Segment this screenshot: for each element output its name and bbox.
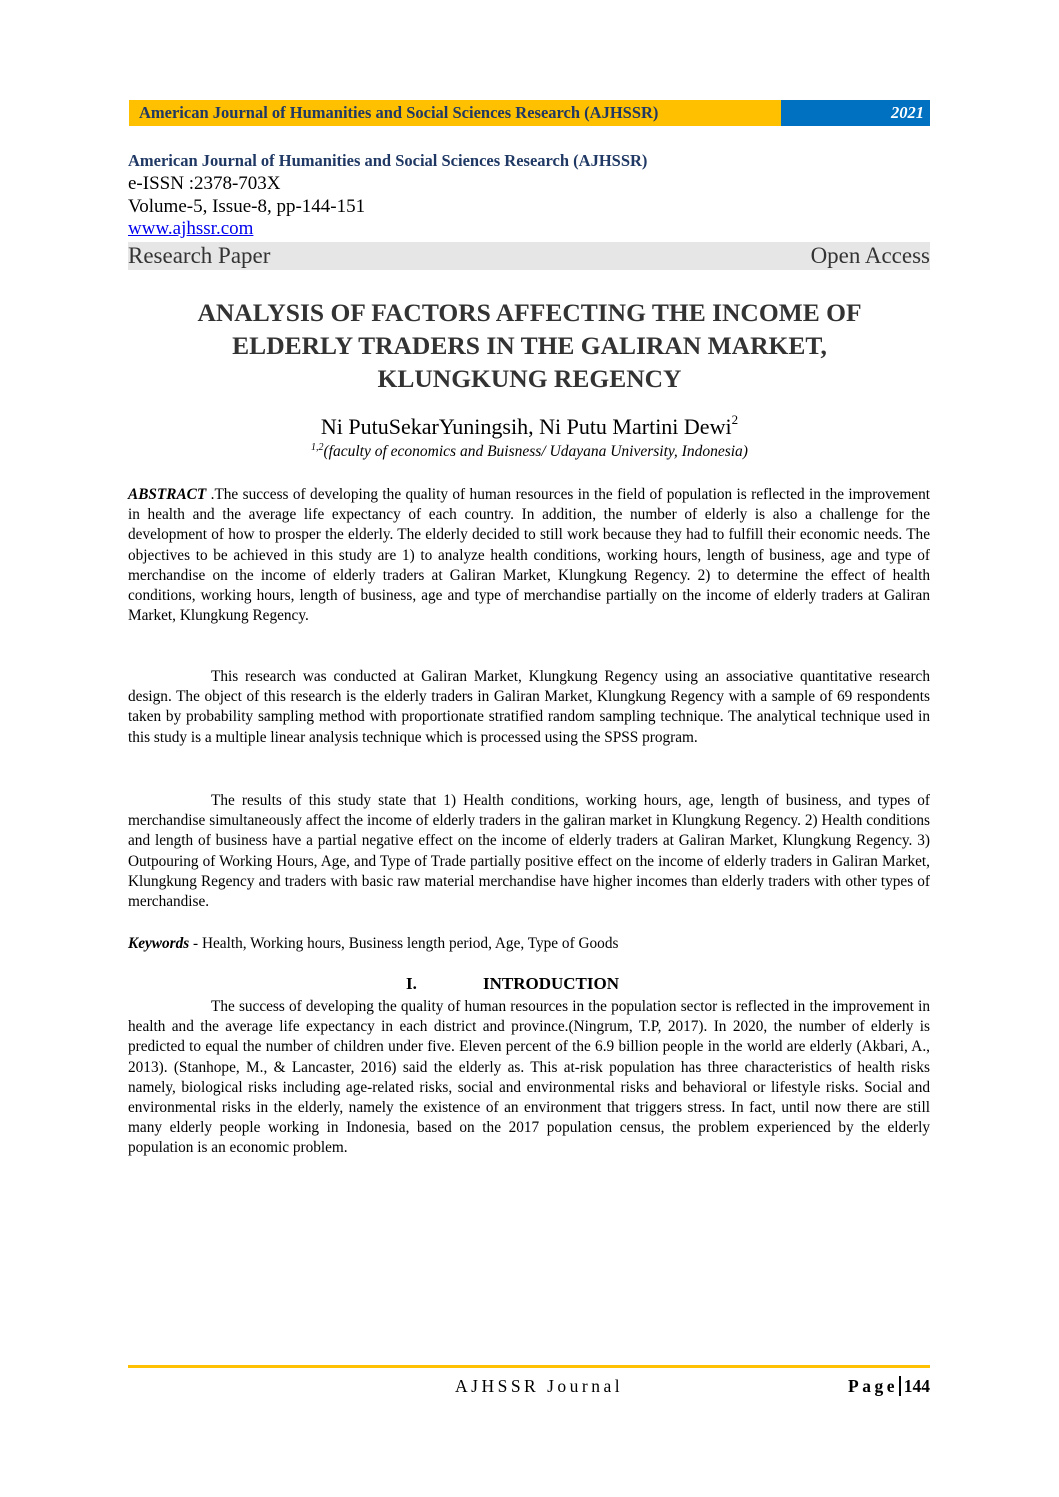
author-superscript: 2 xyxy=(731,412,739,427)
access-type: Open Access xyxy=(810,243,930,268)
section-title: INTRODUCTION xyxy=(483,974,620,993)
affiliation xyxy=(100,442,959,462)
abstract-paragraph-2: This research was conducted at Galiran Market, Klungkung Regency using an associative quantitative research design. The object of this research is the elderly traders in Galiran Market, Klungkung Regency with a sample of 69 respondents taken by probability sampling method with proportionate stratified random sampling technique. The analytical technique used in this study is a multiple linear analysis technique which is processed using the SPSS program. xyxy=(128,668,930,746)
paper-title xyxy=(100,296,959,395)
introduction-paragraph-1: The success of developing the quality of human resources in the population sector is reflected in the improvement in health and the average life expectancy in each district and province.(Ningrum, T.P, 2017). In 2020, the number of elderly is predicted to equal the number of children under five. Eleven percent of the 6.9 billion people in the world are elderly (Akbari, A., 2013). (Stanhope, M., & Lancaster, 2016) said the elderly as. This at-risk population has three characteristics of health risks namely, biological risks including age-related risks, social and environmental risks and behavioral or lifestyle risks. Social and environmental risks in the elderly, namely the existence of an environment that triggers stress. In fact, until now there are still many elderly people working in Indonesia, based on the 2017 population census, the problem experienced by the elderly population is an economic problem. xyxy=(128,998,930,1157)
affiliation-text: (faculty of economics and Buisness/ Udayana University, Indonesia) xyxy=(323,443,748,460)
running-header xyxy=(129,100,930,126)
paper-type: Research Paper xyxy=(128,243,271,268)
running-header-journal: American Journal of Humanities and Social Sciences Research (AJHSSR) xyxy=(129,100,781,126)
affiliation-superscript: 1,2 xyxy=(311,442,324,453)
abstract-paragraph-3: The results of this study state that 1) Health conditions, working hours, age, length of business, and types of merchandise simultaneously affect the income of elderly traders in the galiran market in Klungkung Regency. 2) Health conditions and length of business have a partial negative effect on the income of elderly traders at Galiran Market, Klungkung Regency. 3) Outpouring of Working Hours, Age, and Type of Trade partially positive effect on the income of elderly traders in Galiran Market, Klungkung Regency and traders with basic raw material merchandise have higher incomes than elderly traders with other types of merchandise. xyxy=(128,792,930,911)
paper-type-bar xyxy=(128,242,930,270)
abstract-text: .The success of developing the quality of human resources in the field of population is reflected in the improvement in health and the average life expectancy of each country. In addition, the number of elderly is also a challenge for the development of how to prosper the elderly. The elderly decided to still work because they had to fulfill their economic needs. The objectives to be achieved in this study are 1) to analyze health conditions, working hours, length of business, age and type of merchandise on the income of elderly traders at Galiran Market, Klungkung Regency. 2) to determine the effect of health conditions, working hours, length of business, age and type of merchandise partially on the income of elderly traders at Galiran Market, Klungkung Regency. xyxy=(128,486,930,625)
journal-url-link[interactable]: www.ajhssr.com xyxy=(128,218,254,239)
abstract-label: ABSTRACT xyxy=(128,486,207,503)
running-header-year: 2021 xyxy=(781,100,930,126)
page-footer xyxy=(128,1374,930,1398)
abstract-paragraph-1 xyxy=(128,485,930,626)
footer-rule xyxy=(128,1365,930,1368)
section-number: I. xyxy=(406,974,417,993)
journal-meta xyxy=(128,150,930,270)
title-line: KLUNGKUNG REGENCY xyxy=(377,364,682,393)
author-names: Ni PutuSekarYuningsih, Ni Putu Martini Dewi xyxy=(320,414,732,439)
footer-page-separator xyxy=(899,1376,901,1396)
keywords-label: Keywords xyxy=(128,935,190,952)
issn: e-ISSN :2378-703X xyxy=(128,173,281,194)
footer-page-label: Page xyxy=(848,1376,898,1396)
title-line: ANALYSIS OF FACTORS AFFECTING THE INCOME OF xyxy=(197,298,862,327)
keywords-text: - Health, Working hours, Business length period, Age, Type of Goods xyxy=(189,935,619,952)
keywords xyxy=(128,934,930,954)
footer-page-number: 144 xyxy=(903,1376,930,1396)
title-line: ELDERLY TRADERS IN THE GALIRAN MARKET, xyxy=(232,331,827,360)
footer-journal: AJHSSR Journal xyxy=(455,1376,624,1396)
volume-info: Volume-5, Issue-8, pp-144-151 xyxy=(128,196,366,217)
journal-name: American Journal of Humanities and Social Sciences Research (AJHSSR) xyxy=(128,151,648,170)
authors xyxy=(100,414,959,440)
